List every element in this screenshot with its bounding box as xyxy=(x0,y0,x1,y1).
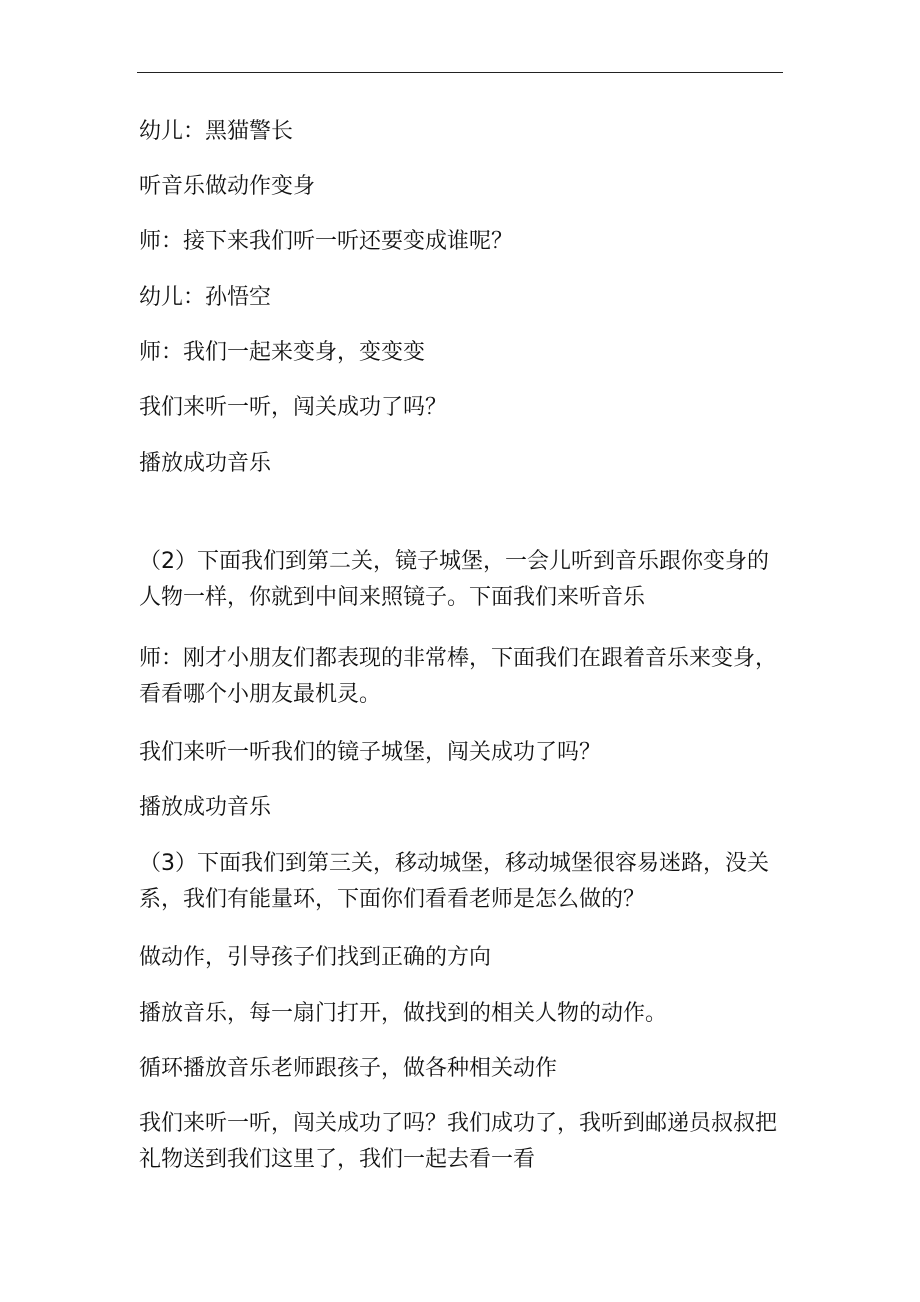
paragraph-3: 师：接下来我们听一听还要变成谁呢？ xyxy=(139,229,514,254)
paragraph-7: 播放成功音乐 xyxy=(139,451,272,476)
paragraph-11: 播放成功音乐 xyxy=(139,795,272,820)
paragraph-12: （3）下面我们到第三关，移动城堡，移动城堡很容易迷路，没关系，我们有能量环，下面你们看看老师是怎么做的？ xyxy=(139,851,769,912)
header-rule xyxy=(137,72,783,73)
paragraph-2: 听音乐做动作变身 xyxy=(139,174,316,199)
paragraph-15: 循环播放音乐老师跟孩子，做各种相关动作 xyxy=(139,1056,558,1081)
paragraph-14: 播放音乐，每一扇门打开，做找到的相关人物的动作。 xyxy=(139,1001,668,1026)
paragraph-16: 我们来听一听，闯关成功了吗？我们成功了，我听到邮递员叔叔把礼物送到我们这里了，我们一起去看一看 xyxy=(139,1111,778,1172)
paragraph-9: 师：刚才小朋友们都表现的非常棒，下面我们在跟着音乐来变身，看看哪个小朋友最机灵。 xyxy=(139,646,778,707)
paragraph-1: 幼儿：黑猫警长 xyxy=(139,119,294,144)
paragraph-4: 幼儿：孙悟空 xyxy=(139,285,272,310)
paragraph-8: （2）下面我们到第二关，镜子城堡，一会儿听到音乐跟你变身的人物一样，你就到中间来照镜子。下面我们来听音乐 xyxy=(139,549,769,610)
paragraph-13: 做动作，引导孩子们找到正确的方向 xyxy=(139,945,492,970)
paragraph-5: 师：我们一起来变身，变变变 xyxy=(139,340,426,365)
paragraph-10: 我们来听一听我们的镜子城堡，闯关成功了吗？ xyxy=(139,740,602,765)
paragraph-6: 我们来听一听，闯关成功了吗？ xyxy=(139,395,448,420)
